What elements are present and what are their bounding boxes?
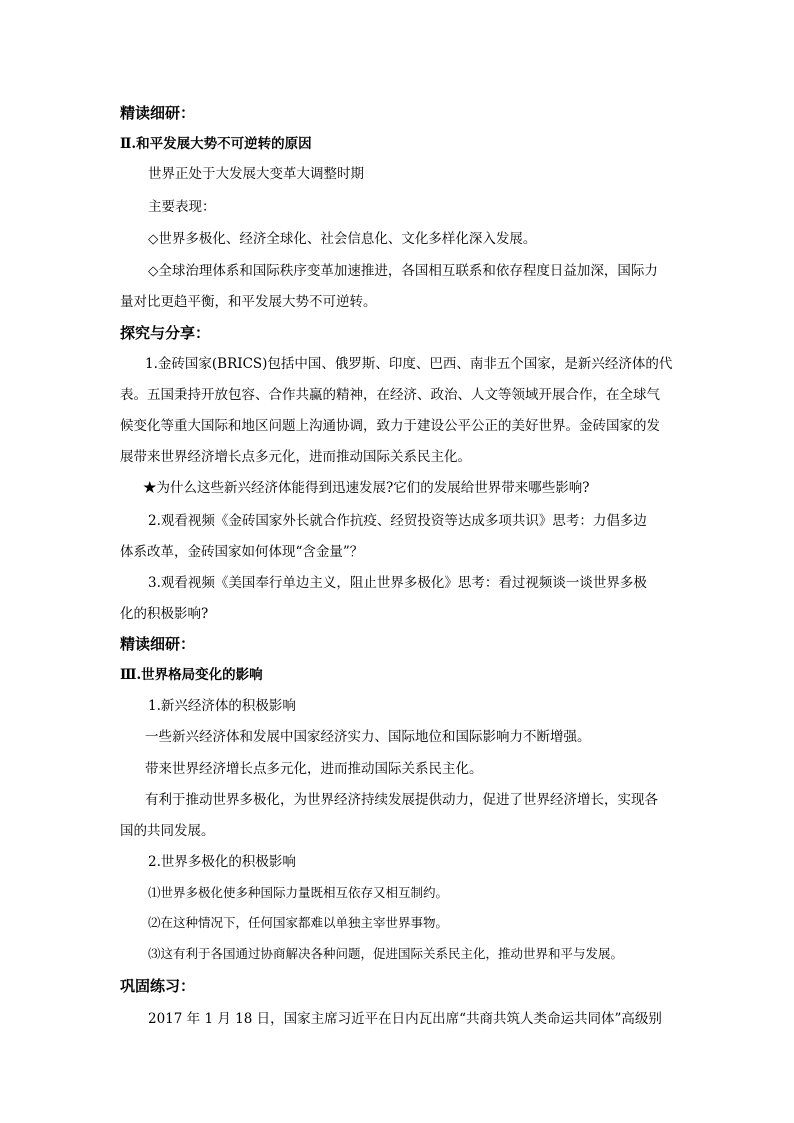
paragraph: 带来世界经济增长点多元化，进而推动国际关系民主化。 [145,761,483,777]
section-title-influence: Ⅲ.世界格局变化的影响 [120,667,263,683]
paragraph-line: 3.观看视频《美国奉行单边主义，阻止世界多极化》思考：看过视频谈一谈世界多极 [148,575,647,591]
list-item: ⑴世界多极化使多种国际力量既相互依存又相互制约。 [148,885,449,900]
paragraph-line: 化的积极影响? [120,606,209,622]
section-heading-read: 精读细研： [120,104,196,122]
section-heading-explore: 探究与分享： [120,324,211,342]
paragraph: 主要表现： [148,199,216,215]
section-heading-read-2: 精读细研： [120,635,196,653]
paragraph-line: 有利于推动世界多极化，为世界经济持续发展提供动力，促进了世界经济增长，实现各 [145,792,658,808]
paragraph-line: 表。五国秉持开放包容、合作共赢的精神，在经济、政治、人文等领域开展合作，在全球气 [120,387,660,403]
list-item: ⑵在这种情况下，任何国家都难以单独主宰世界事物。 [148,915,449,930]
question-line: ★为什么这些新兴经济体能得到迅速发展?它们的发展给世界带来哪些影响? [143,480,590,496]
paragraph-line: 国的共同发展。 [120,823,215,839]
paragraph: 2.世界多极化的积极影响 [148,854,296,870]
paragraph: 世界正处于大发展大变革大调整时期 [148,166,364,182]
section-title-peace: Ⅱ.和平发展大势不可逆转的原因 [120,136,312,152]
paragraph-line: 候变化等重大国际和地区问题上沟通协调，致力于建设公平公正的美好世界。金砖国家的发 [120,418,660,434]
paragraph-line: 1.金砖国家(BRICS)包括中国、俄罗斯、印度、巴西、南非五个国家，是新兴经济体的代 [145,356,673,372]
bullet-paragraph-line: ◇全球治理体系和国际秩序变革加速推进，各国相互联系和依存程度日益加深，国际力 [148,263,658,279]
section-heading-practice: 巩固练习： [120,977,196,995]
paragraph-line: 2.观看视频《金砖国家外长就合作抗疫、经贸投资等达成多项共识》思考：力倡多边 [148,513,647,529]
bullet-paragraph: ◇世界多极化、经济全球化、社会信息化、文化多样化深入发展。 [148,231,537,247]
paragraph: 一些新兴经济体和发展中国家经济实力、国际地位和国际影响力不断增强。 [145,729,591,745]
paragraph-line: 展带来世界经济增长点多元化，进而推动国际关系民主化。 [120,449,471,465]
paragraph-line: 体系改革，金砖国家如何体现“含金量”？ [120,544,364,560]
bullet-paragraph-line: 量对比更趋平衡，和平发展大势不可逆转。 [120,294,377,310]
list-item: ⑶这有利于各国通过协商解决各种问题，促进国际关系民主化，推动世界和平与发展。 [148,946,624,961]
paragraph-line: 2017 年 1 月 18 日，国家主席习近平在日内瓦出席“共商共筑人类命运共同体”高级别 [148,1011,662,1027]
paragraph: 1.新兴经济体的积极影响 [148,698,296,714]
